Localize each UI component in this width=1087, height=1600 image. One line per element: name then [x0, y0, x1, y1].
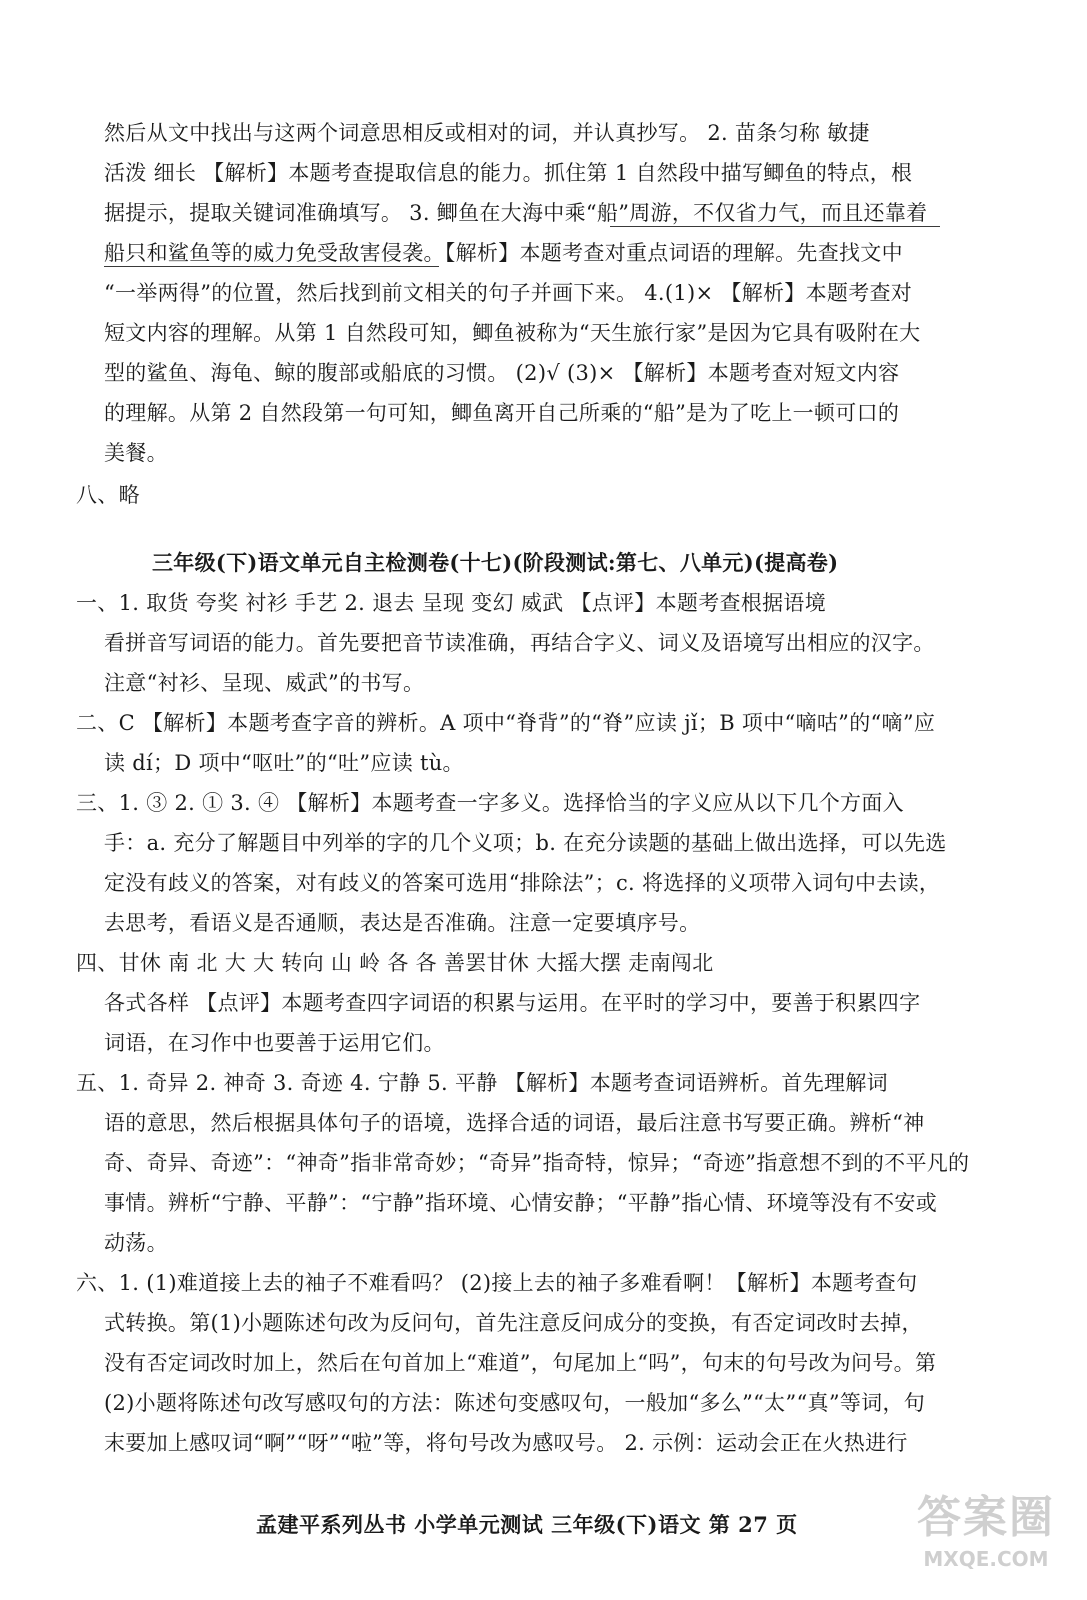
- text-line: 船只和鲨鱼等的威力免受敌害侵袭。【解析】本题考查对重点词语的理解。先查找文中: [104, 241, 903, 265]
- text-line: 美餐。: [104, 441, 168, 465]
- text-line: 型的鲨鱼、海龟、鲸的腹部或船底的习惯。 (2)√ (3)× 【解析】本题考查对短文内容: [104, 361, 900, 385]
- text-line: “一举两得”的位置，然后找到前文相关的句子并画下来。 4.(1)× 【解析】本题考查对: [104, 281, 913, 305]
- answer-line: 读 dí；D 项中“呕吐”的“吐”应读 tù。: [104, 751, 464, 775]
- answer-line: 一、1. 取货 夸奖 衬衫 手艺 2. 退去 呈现 变幻 威武 【点评】本题考查根据语境: [76, 591, 827, 615]
- page-footer: 孟建平系列丛书 小学单元测试 三年级(下)语文 第 27 页: [256, 1512, 798, 1537]
- answer-line: 没有否定词改时加上，然后在句首加上“难道”，句尾加上“吗”，句末的句号改为问号。第: [104, 1351, 937, 1375]
- answer-line: 四、甘休 南 北 大 大 转向 山 岭 各 各 善罢甘休 大摇大摆 走南闯北: [76, 951, 714, 975]
- watermark-url: MXQE.COM: [923, 1547, 1049, 1571]
- watermark-logo: [911, 1490, 1061, 1580]
- section-eight: 八、略: [76, 483, 140, 507]
- answer-line: 奇、奇异、奇迹”：“神奇”指非常奇妙；“奇异”指奇特，惊异；“奇迹”指意想不到的不平凡的: [104, 1151, 970, 1175]
- answer-line: (2)小题将陈述句改写感叹句的方法：陈述句变感叹句，一般加“多么”“太”“真”等词，句: [104, 1391, 926, 1415]
- answer-line: 动荡。: [104, 1231, 168, 1255]
- text-line: 活泼 细长 【解析】本题考查提取信息的能力。抓住第 1 自然段中描写鲫鱼的特点，根: [104, 161, 913, 185]
- answer-line: 去思考，看语义是否通顺，表达是否准确。注意一定要填序号。: [104, 911, 701, 935]
- answer-line: 词语，在习作中也要善于运用它们。: [104, 1031, 445, 1055]
- answer-line: 各式各样 【点评】本题考查四字词语的积累与运用。在平时的学习中，要善于积累四字: [104, 991, 921, 1015]
- answer-line: 六、1. (1)难道接上去的袖子不难看吗？ (2)接上去的袖子多难看啊！【解析】本题考查句: [76, 1271, 918, 1295]
- answer-line: 事情。辨析“宁静、平静”：“宁静”指环境、心情安静；“平静”指心情、环境等没有不安或: [104, 1191, 938, 1215]
- answer-line: 手：a. 充分了解题目中列举的字的几个义项；b. 在充分读题的基础上做出选择，可以先选: [104, 831, 947, 855]
- text-line: 的理解。从第 2 自然段第一句可知，鲫鱼离开自己所乘的“船”是为了吃上一顿可口的: [104, 401, 900, 425]
- answer-line: 末要加上感叹词“啊”“呀”“啦”等，将句号改为感叹号。 2. 示例：运动会正在火热进行: [104, 1431, 908, 1455]
- watermark-text: 答案圈: [917, 1492, 1055, 1543]
- handwritten-underline: [104, 266, 439, 267]
- answer-line: 看拼音写词语的能力。首先要把音节读准确，再结合字义、词义及语境写出相应的汉字。: [104, 631, 935, 655]
- handwritten-underline: [610, 226, 940, 227]
- text-line: 据提示，提取关键词准确填写。 3. 鲫鱼在大海中乘“船”周游，不仅省力气，而且还靠着: [104, 201, 928, 225]
- answer-line: 定没有歧义的答案，对有歧义的答案可选用“排除法”；c. 将选择的义项带入词句中去读，: [104, 871, 941, 895]
- answer-line: 三、1. ③ 2. ① 3. ④ 【解析】本题考查一字多义。选择恰当的字义应从以下几个方面入: [76, 791, 904, 815]
- text-line: 然后从文中找出与这两个词意思相反或相对的词，并认真抄写。 2. 苗条匀称 敏捷: [104, 121, 870, 145]
- answer-line: 五、1. 奇异 2. 神奇 3. 奇迹 4. 宁静 5. 平静 【解析】本题考查词语辨析。首先理解词: [76, 1071, 888, 1095]
- answer-line: 语的意思，然后根据具体句子的语境，选择合适的词语，最后注意书写要正确。辨析“神: [104, 1111, 925, 1135]
- answer-line: 注意“衬衫、呈现、威武”的书写。: [104, 671, 425, 695]
- page-title: 三年级(下)语文单元自主检测卷(十七)(阶段测试:第七、八单元)(提高卷): [152, 550, 839, 575]
- answer-line: 二、C 【解析】本题考查字音的辨析。A 项中“脊背”的“脊”应读 jǐ；B 项中“嘀咕”的“嘀”应: [76, 711, 936, 735]
- answer-line: 式转换。第(1)小题陈述句改为反问句，首先注意反问成分的变换，有否定词改时去掉，: [104, 1311, 923, 1335]
- text-line: 短文内容的理解。从第 1 自然段可知，鲫鱼被称为“天生旅行家”是因为它具有吸附在大: [104, 321, 921, 345]
